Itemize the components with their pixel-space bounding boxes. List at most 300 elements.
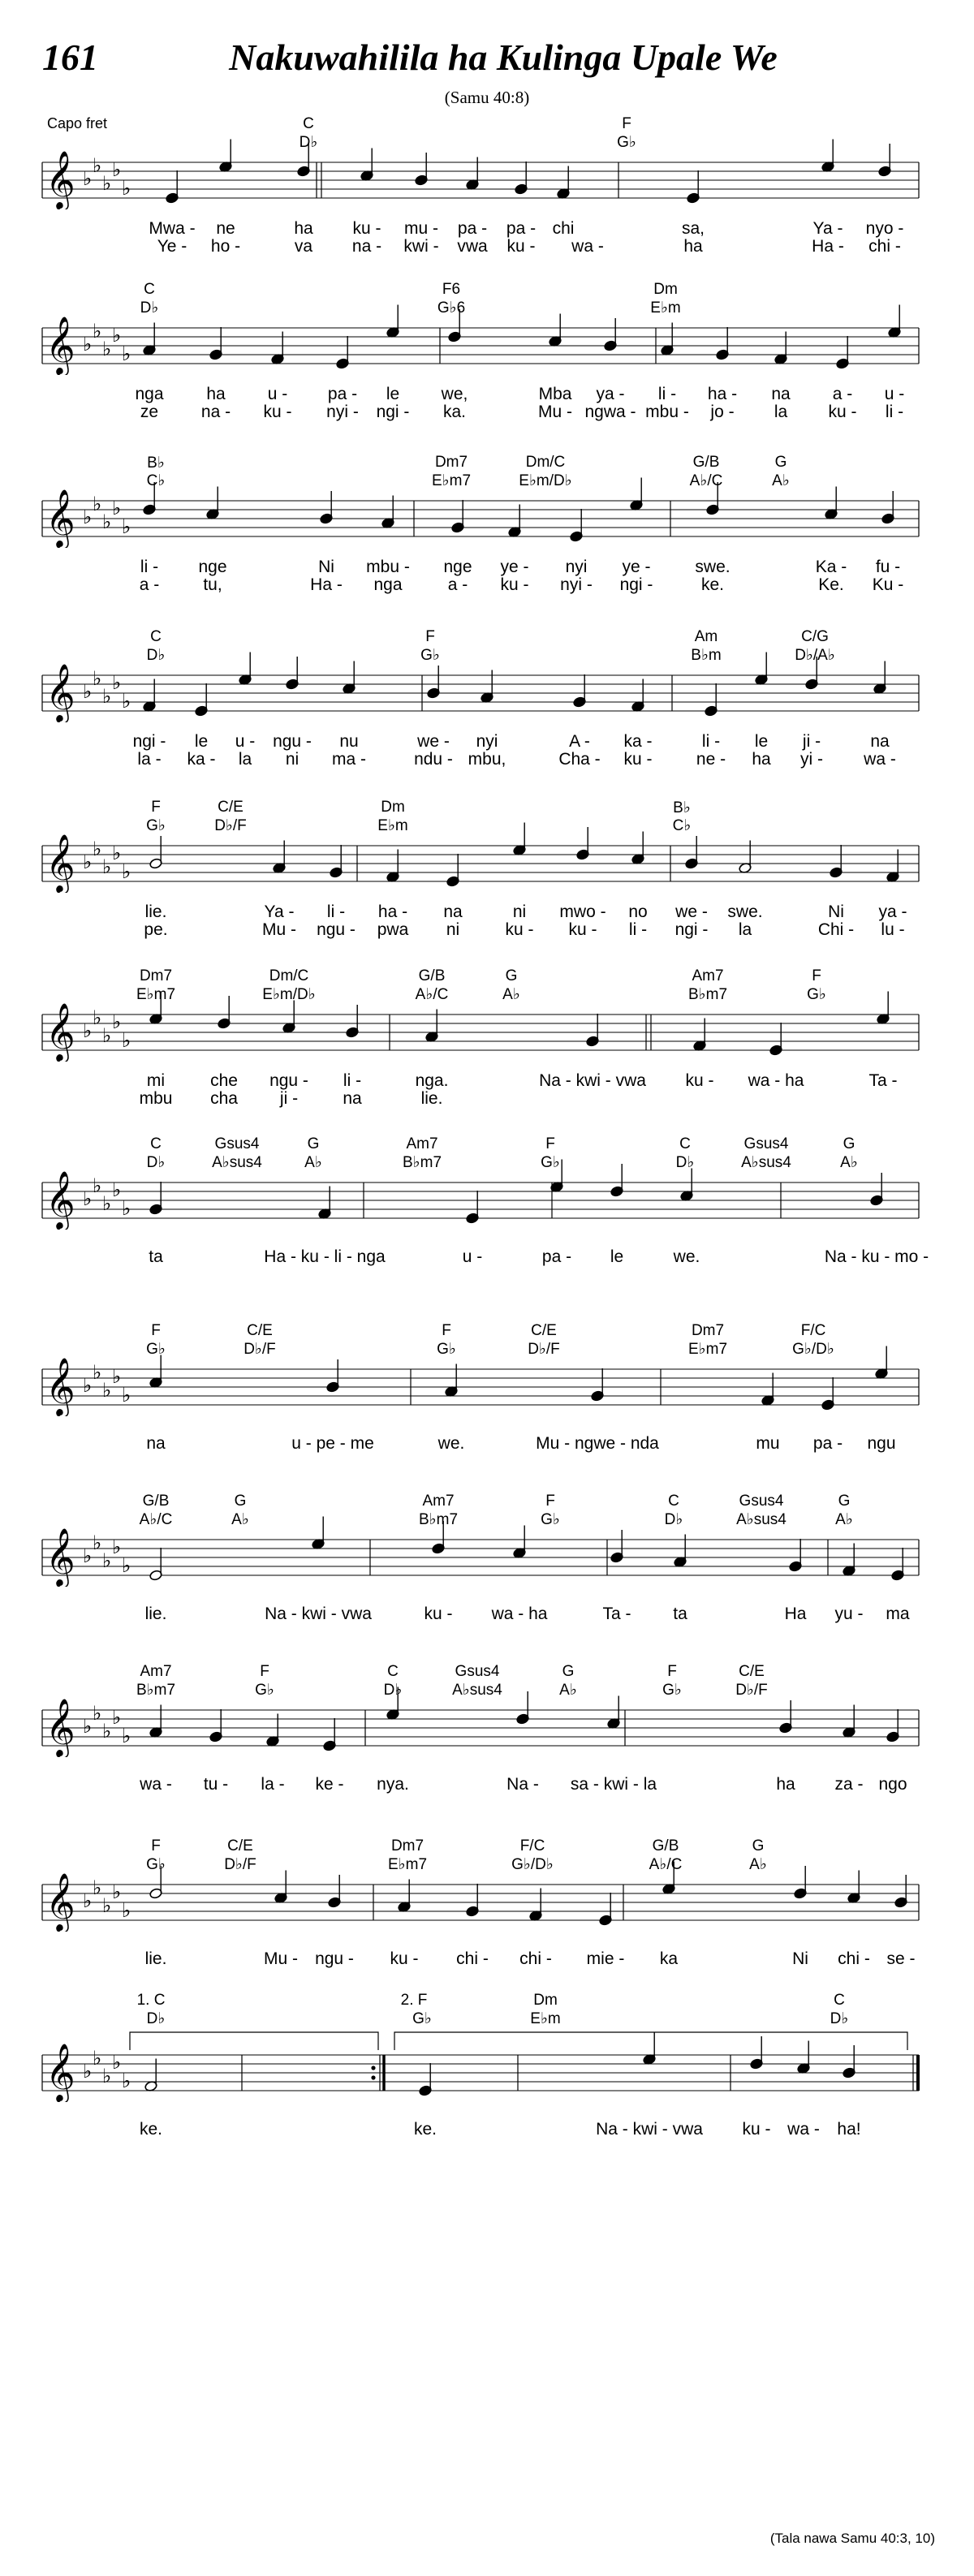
chord-symbol: C [679,1135,691,1152]
lyric-syllable: ku - [506,237,536,256]
note-head [878,144,892,177]
flat-icon: ♭ [83,2060,93,2083]
chord-symbol: G [838,1493,851,1510]
lyric-syllable: li - [701,732,721,751]
lyric-syllable: ku - [742,2120,771,2139]
flat-icon: ♭ [112,1880,122,1903]
flat-icon: ♭ [122,1725,131,1747]
lyric-syllable: na [771,385,791,403]
flat-icon: ♭ [102,685,112,708]
treble-clef-icon: 𝄞 [45,1170,75,1229]
flat-icon: ♭ [122,2070,131,2092]
flat-icon: ♭ [93,1361,102,1384]
capo-chord-symbol: E♭m7 [431,472,472,489]
lyric-syllable: Mu - ngwe - nda [536,1434,659,1453]
lyric-syllable: nyi [476,732,498,751]
chord-symbol: Gsus4 [214,1135,260,1152]
flat-icon: ♭ [93,1531,102,1554]
lyric-syllable: ke. [139,2120,163,2139]
lyric-syllable: Na - ku - mo - [824,1247,929,1266]
flat-icon: ♭ [112,842,122,864]
chord-symbol: G/B [652,1837,679,1854]
capo-chord-symbol: A♭ [559,1682,577,1699]
lyric-syllable: chi - [868,237,901,256]
lyric-syllable: u - [884,385,905,403]
lyric-syllable: ku - [424,1605,453,1623]
lyric-syllable: Chi - [817,920,855,939]
capo-chord-symbol: B♭m [691,647,722,664]
lyric-syllable: Ha - [812,237,844,256]
lyric-syllable: sa, [681,219,705,238]
lyric-syllable: mbu - [645,403,689,421]
note-head [687,170,700,204]
chord-symbol: Dm7 [390,1837,425,1854]
note-head [466,1191,480,1224]
lyric-syllable: nu [339,732,359,751]
chord-symbol: G [774,454,787,471]
chord-symbol: F [151,1322,161,1339]
chord-symbol: F [812,967,821,984]
capo-chord-symbol: G♭6 [437,299,466,317]
note-head [886,1709,900,1742]
note-head [877,992,890,1025]
lyric-syllable: Ta - [868,1071,898,1090]
lyric-syllable: Na - kwi - vwa [539,1071,646,1090]
lyric-syllable: u - pe - me [291,1434,374,1453]
flat-icon: ♭ [112,1536,122,1558]
lyric-syllable: nya. [377,1775,409,1794]
note-head [789,1539,803,1572]
lyric-syllable: li - [657,385,677,403]
flat-icon: ♭ [83,851,93,873]
lyric-syllable: Ni [318,558,334,576]
flat-icon: ♭ [112,497,122,519]
lyric-syllable: le [610,1247,624,1266]
capo-chord-symbol: G♭ [807,986,826,1003]
lyric-syllable: za - [834,1775,864,1794]
lyric-syllable: nyi - [326,403,359,421]
chord-symbol: F [425,628,435,645]
chord-symbol: Am7 [406,1135,438,1152]
lyric-syllable: no [628,902,648,921]
note-head [346,1005,360,1038]
lyric-syllable: mbu - [366,558,410,576]
lyric-syllable: pa - [506,219,537,238]
lyric-syllable: nga. [415,1071,449,1090]
lyric-syllable: la [738,920,752,939]
lyric-syllable: la [774,403,788,421]
lyric-syllable: pe. [144,920,168,939]
lyric-syllable: Na - kwi - vwa [265,1605,372,1623]
note-head [610,1164,624,1197]
lyric-syllable: pa - [812,1434,843,1453]
lyric-syllable: sa - kwi - la [570,1775,657,1794]
lyric-syllable: ka. [442,403,467,421]
lyric-syllable: ye - [622,558,651,576]
lyric-syllable: ku - [623,750,653,769]
note-head [604,318,618,351]
capo-chord-symbol: G♭ [541,1511,560,1528]
lyric-syllable: ngu - [269,1071,308,1090]
capo-chord-symbol: A♭ [502,986,520,1003]
note-head [685,836,699,869]
lyric-syllable: chi [552,219,575,238]
note-head [573,674,587,708]
flat-icon: ♭ [102,855,112,878]
capo-chord-symbol: A♭ [835,1511,853,1528]
flat-icon: ♭ [93,1174,102,1197]
treble-clef-icon: 𝄞 [45,1697,75,1756]
capo-chord-symbol: C♭ [672,817,692,834]
flat-icon: ♭ [93,667,102,690]
repeat-dot [371,2075,375,2079]
lyric-syllable: ngi - [132,732,166,751]
note-head [330,845,343,878]
capo-chord-symbol: B♭m7 [687,986,728,1003]
lyric-syllable: ni [285,750,300,769]
lyric-syllable: pa - [457,219,488,238]
chord-symbol: F [545,1135,555,1152]
flat-icon: ♭ [83,1544,93,1567]
lyric-syllable: a - [139,575,160,594]
note-head [843,2045,856,2078]
treble-clef-icon: 𝄞 [45,149,75,209]
note-head [630,478,644,511]
lyric-syllable: we. [437,1434,465,1453]
note-head [360,149,374,182]
chord-symbol: F/C [519,1837,545,1854]
lyric-syllable: ngi - [674,920,709,939]
lyric-syllable: ku - [828,403,857,421]
staff-system [0,1322,974,1489]
capo-chord-symbol: D♭ [140,299,159,317]
lyric-syllable: va [294,237,313,256]
lyric-syllable: mie - [586,1949,625,1968]
lyric-syllable: ke. [413,2120,437,2139]
note-head [894,1875,908,1908]
lyric-syllable: pwa [377,920,409,939]
flat-icon: ♭ [93,320,102,342]
capo-chord-symbol: D♭/F [214,817,247,834]
lyric-syllable: ngi - [376,403,410,421]
flat-icon: ♭ [102,1192,112,1215]
lyric-syllable: mbu, [468,750,506,769]
flat-icon: ♭ [102,2065,112,2087]
chord-symbol: C [668,1493,679,1510]
capo-chord-symbol: A♭sus4 [212,1154,262,1171]
note-head [779,1700,793,1734]
flat-icon: ♭ [102,1024,112,1047]
note-head [586,1014,600,1047]
note-head [326,1359,340,1393]
note-head [705,683,718,717]
chord-symbol: F [151,799,161,816]
lyric-syllable: ngu - [315,1949,354,1968]
chord-symbol: F [545,1493,555,1510]
lyric-syllable: yu - [834,1605,864,1623]
chord-symbol: C/G [801,628,829,645]
lyric-syllable: mbu [139,1089,173,1108]
lyric-syllable: le [754,732,769,751]
lyric-syllable: nyi [565,558,588,576]
lyric-syllable: che [210,1071,238,1090]
treble-clef-icon: 𝄞 [45,662,75,722]
hymn-title: Nakuwahilila ha Kulinga Upale We [229,37,778,78]
note-head [323,1718,337,1751]
lyric-syllable: ngu - [317,920,356,939]
lyric-syllable: nge [198,558,227,576]
lyric-syllable: kwi - [403,237,439,256]
lyric-syllable: we - [417,732,450,751]
flat-icon: ♭ [112,1706,122,1729]
chord-symbol: F [622,115,631,132]
lyric-syllable: jo - [710,403,735,421]
lyric-syllable: pa - [541,1247,572,1266]
chord-symbol: Gsus4 [739,1493,784,1510]
treble-clef-icon: 𝄞 [45,2042,75,2101]
staff-system [0,799,974,966]
capo-chord-symbol: E♭m/D♭ [519,472,572,489]
note-head [870,1173,884,1206]
note-head [610,1530,624,1563]
flat-icon: ♭ [83,1889,93,1912]
chord-symbol: F6 [442,281,461,298]
flat-icon: ♭ [122,177,131,200]
lyric-syllable: a - [832,385,853,403]
note-head [769,1023,783,1056]
lyric-syllable: la - [137,750,162,769]
lyric-syllable: a - [447,575,468,594]
flat-icon: ♭ [112,671,122,694]
flat-icon: ♭ [93,154,102,177]
capo-chord-symbol: D♭ [299,134,318,151]
lyric-syllable: na [343,1089,362,1108]
capo-chord-symbol: B♭m7 [402,1154,442,1171]
volta-bracket-2 [394,2032,907,2050]
chord-symbol: Am [694,628,718,645]
chord-symbol: Dm [381,799,405,816]
note-head [320,491,334,524]
chord-symbol: Dm [653,281,678,298]
lyric-syllable: Ye - [157,237,187,256]
staff-system [0,1992,974,2175]
capo-chord-symbol: A♭ [304,1154,322,1171]
lyric-syllable: ku - [685,1071,714,1090]
scripture-reference: (Samu 40:8) [444,88,530,107]
capo-chord-symbol: G♭ [146,817,166,834]
capo-chord-symbol: D♭ [146,1154,166,1171]
flat-icon: ♭ [83,680,93,703]
capo-chord-symbol: B♭m7 [136,1682,176,1699]
flat-icon: ♭ [122,1029,131,1052]
flat-icon: ♭ [102,1379,112,1402]
flat-icon: ♭ [122,690,131,713]
lyric-syllable: swe. [695,558,730,576]
lyric-syllable: ni [446,920,460,939]
lyric-syllable: Mu - [264,1949,298,1968]
note-head [680,1169,694,1202]
chord-symbol: G [752,1837,765,1854]
note-head [513,1526,527,1559]
note-head [607,1696,621,1730]
lyric-syllable: mu [756,1434,780,1453]
capo-chord-symbol: D♭/F [244,1341,276,1358]
lyric-syllable: mi [146,1071,166,1090]
lyric-syllable: Cha - [558,750,601,769]
lyric-syllable: lie. [420,1089,443,1108]
lyric-syllable: u - [267,385,288,403]
chord-symbol: C/E [739,1663,765,1680]
chord-symbol: Dm [533,1992,558,2009]
lyric-syllable: ka - [623,732,653,751]
note-head [274,1871,288,1904]
staff [0,120,974,209]
chord-symbol: F [442,1322,451,1339]
chord-symbol: G [234,1493,247,1510]
flat-icon: ♭ [102,338,112,360]
lyric-syllable: ha [206,385,226,403]
chord-symbol: C/E [227,1837,253,1854]
note-head [219,140,233,173]
lyric-syllable: ha [683,237,703,256]
lyric-syllable: se - [886,1949,916,1968]
hymn-number: 161 [42,37,98,78]
lyric-syllable: ngi - [619,575,653,594]
lyric-syllable: lie. [144,902,167,921]
capo-chord-symbol: G♭ [146,1341,166,1358]
lyric-syllable: Ta - [602,1605,631,1623]
chord-symbol: C/E [531,1322,557,1339]
capo-chord-symbol: C♭ [146,472,166,489]
lyric-syllable: chi - [519,1949,552,1968]
capo-chord-symbol: D♭/F [735,1682,768,1699]
flat-icon: ♭ [112,324,122,347]
lyric-syllable: fu - [875,558,901,576]
lyric-syllable: Na - [506,1775,539,1794]
lyric-syllable: Ku - [872,575,904,594]
note-head [336,336,350,369]
capo-chord-symbol: G♭ [412,2010,432,2027]
lyric-syllable: la - [261,1775,285,1794]
note-head [427,666,441,699]
note-head [218,996,231,1029]
capo-chord-symbol: D♭ [383,1682,403,1699]
lyric-syllable: mwo - [559,902,606,921]
capo-chord-symbol: G♭ [662,1682,682,1699]
note-head [466,1884,480,1917]
note-head [209,1709,223,1742]
note-head [328,1875,342,1908]
lyric-syllable: Mu - [538,403,572,421]
lyric-syllable: wa - [864,750,896,769]
capo-chord-symbol: A♭/C [415,986,449,1003]
capo-chord-symbol: E♭m [530,2010,561,2027]
lyric-syllable: Mba [538,385,572,403]
capo-chord-symbol: G♭/D♭ [792,1341,834,1358]
staff-system [0,1837,974,2005]
flat-icon: ♭ [83,506,93,528]
note-head [516,1691,530,1725]
chord-symbol: G/B [142,1493,170,1510]
lyric-syllable: nge [443,558,472,576]
staff-system [0,967,974,1135]
note-head [875,1346,889,1380]
chord-symbol: C [387,1663,399,1680]
lyric-syllable: Mwa - [149,219,196,238]
chord-symbol: Gsus4 [743,1135,789,1152]
lyric-syllable: ka [659,1949,679,1968]
lyric-syllable: ngo [878,1775,907,1794]
lyric-syllable: na - [351,237,382,256]
lyric-syllable: cha [210,1089,238,1108]
lyric-syllable: wa - ha [748,1071,804,1090]
note-head [830,845,843,878]
lyric-syllable: ku - [505,920,534,939]
capo-chord-symbol: G♭/D♭ [511,1856,554,1873]
note-head [847,1871,861,1904]
chord-symbol: 1. C [136,1992,166,2009]
lyric-syllable: ha! [837,2120,861,2139]
lyric-syllable: ngu [867,1434,896,1453]
note-head [206,487,220,520]
flat-icon: ♭ [83,1187,93,1210]
lyric-syllable: ta [673,1605,687,1623]
flat-icon: ♭ [83,333,93,355]
staff-system [0,281,974,448]
flat-icon: ♭ [122,1899,131,1922]
lyric-syllable: li - [343,1071,362,1090]
staff-system [0,1663,974,1830]
capo-chord-symbol: E♭m7 [687,1341,728,1358]
note-head [643,2032,657,2066]
flat-icon: ♭ [102,510,112,533]
lyric-syllable: ta [149,1247,163,1266]
chord-symbol: B♭ [673,799,691,816]
capo-chord-symbol: D♭ [146,647,166,664]
note-head [549,314,562,347]
lyric-syllable: we - [675,902,708,921]
lyric-syllable: li - [326,902,346,921]
flat-icon: ♭ [112,158,122,181]
note-head [415,153,429,186]
staff-system [0,1135,974,1303]
chord-symbol: 2. F [400,1992,428,2009]
capo-chord-symbol: A♭ [772,472,790,489]
chord-symbol: G/B [692,454,720,471]
lyric-syllable: chi - [456,1949,489,1968]
lyric-syllable: ne [216,219,235,238]
lyric-syllable: lie. [144,1605,167,1623]
chord-symbol: F [667,1663,677,1680]
capo-chord-symbol: A♭sus4 [741,1154,791,1171]
capo-chord-symbol: E♭m [377,817,408,834]
lyric-syllable: Ha - [310,575,343,594]
note-head [821,140,835,173]
note-head [825,487,838,520]
chord-symbol: Gsus4 [455,1663,500,1680]
chord-symbol: Dm7 [139,967,173,984]
note-head [513,823,527,856]
capo-chord-symbol: A♭/C [649,1856,683,1873]
note-head [286,657,300,690]
lyric-syllable: tu - [203,1775,229,1794]
lyric-syllable: lu - [881,920,905,939]
capo-chord-symbol: A♭sus4 [736,1511,787,1528]
chord-symbol: B♭ [147,454,165,472]
lyric-syllable: ne - [696,750,726,769]
lyric-syllable: ku - [500,575,529,594]
lyric-syllable: Ha [784,1605,807,1623]
